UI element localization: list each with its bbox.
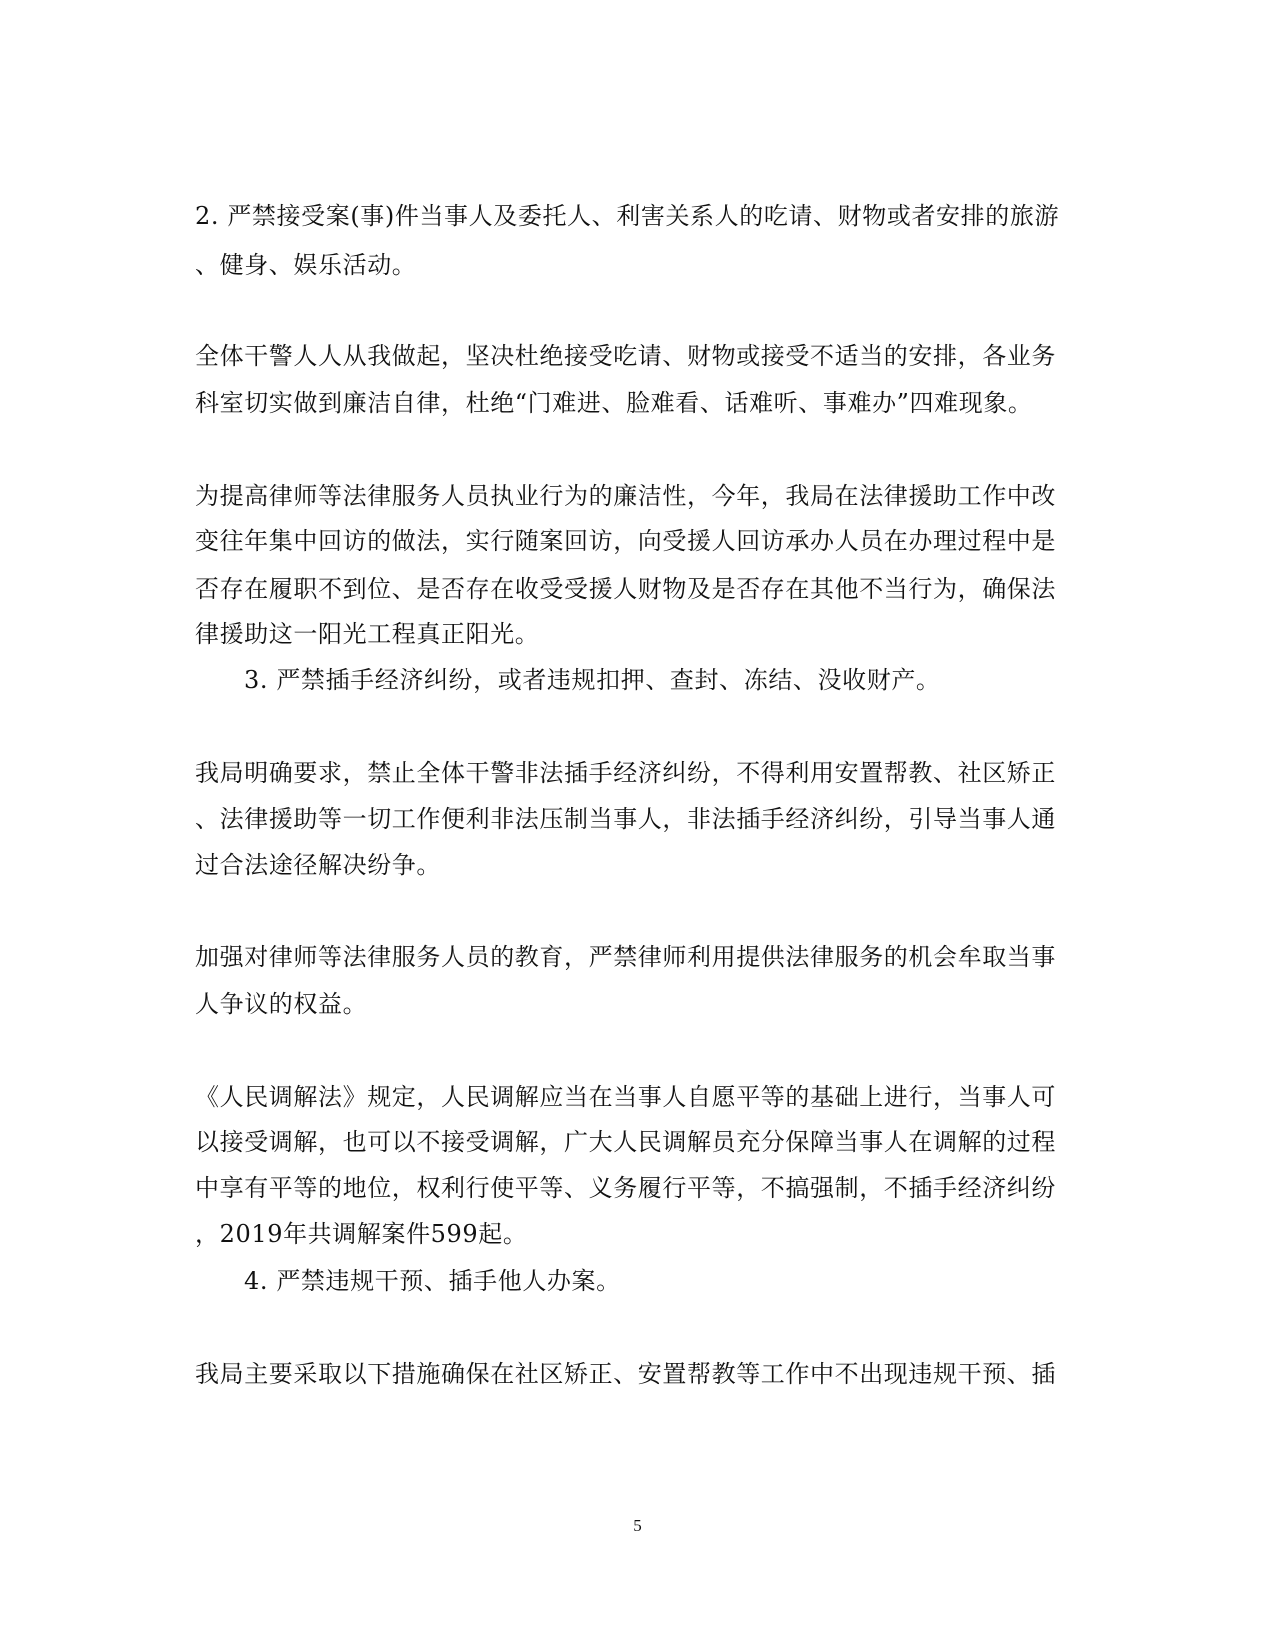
text-line: 以接受调解，也可以不接受调解，广大人民调解员充分保障当事人在调解的过程 <box>195 1128 1056 1156</box>
section-heading: 3. 严禁插手经济纠纷，或者违规扣押、查封、冻结、没收财产。 <box>244 666 941 694</box>
text-line: 否存在履职不到位、是否存在收受受援人财物及是否存在其他不当行为，确保法 <box>195 575 1056 603</box>
text-line: 加强对律师等法律服务人员的教育，严禁律师利用提供法律服务的机会牟取当事 <box>195 943 1056 971</box>
text-line: 人争议的权益。 <box>195 990 368 1018</box>
text-line: 过合法途径解决纷争。 <box>195 851 441 879</box>
text-line: 律援助这一阳光工程真正阳光。 <box>195 620 540 648</box>
text-line: 我局主要采取以下措施确保在社区矫正、安置帮教等工作中不出现违规干预、插 <box>195 1360 1056 1388</box>
text-line: 中享有平等的地位，权利行使平等、义务履行平等，不搞强制，不插手经济纠纷 <box>195 1174 1056 1202</box>
section-heading: 4. 严禁违规干预、插手他人办案。 <box>244 1267 621 1295</box>
text-line: 变往年集中回访的做法，实行随案回访，向受援人回访承办人员在办理过程中是 <box>195 527 1056 555</box>
text-line: 科室切实做到廉洁自律，杜绝“门难进、脸难看、话难听、事难办”四难现象。 <box>195 389 1033 417</box>
text-line: 、法律援助等一切工作便利非法压制当事人，非法插手经济纠纷，引导当事人通 <box>195 805 1056 833</box>
page-number: 5 <box>633 1516 642 1535</box>
text-line: 、健身、娱乐活动。 <box>195 251 417 279</box>
text-line: 《人民调解法》规定，人民调解应当在当事人自愿平等的基础上进行，当事人可 <box>195 1083 1056 1111</box>
text-line: 为提高律师等法律服务人员执业行为的廉洁性，今年，我局在法律援助工作中改 <box>195 482 1056 510</box>
text-line: 全体干警人人从我做起，坚决杜绝接受吃请、财物或接受不适当的安排，各业务 <box>195 342 1056 370</box>
text-line: 2. 严禁接受案(事)件当事人及委托人、利害关系人的吃请、财物或者安排的旅游 <box>195 202 1060 230</box>
text-line: 我局明确要求，禁止全体干警非法插手经济纠纷，不得利用安置帮教、社区矫正 <box>195 759 1056 787</box>
text-line: ，2019年共调解案件599起。 <box>195 1220 528 1248</box>
